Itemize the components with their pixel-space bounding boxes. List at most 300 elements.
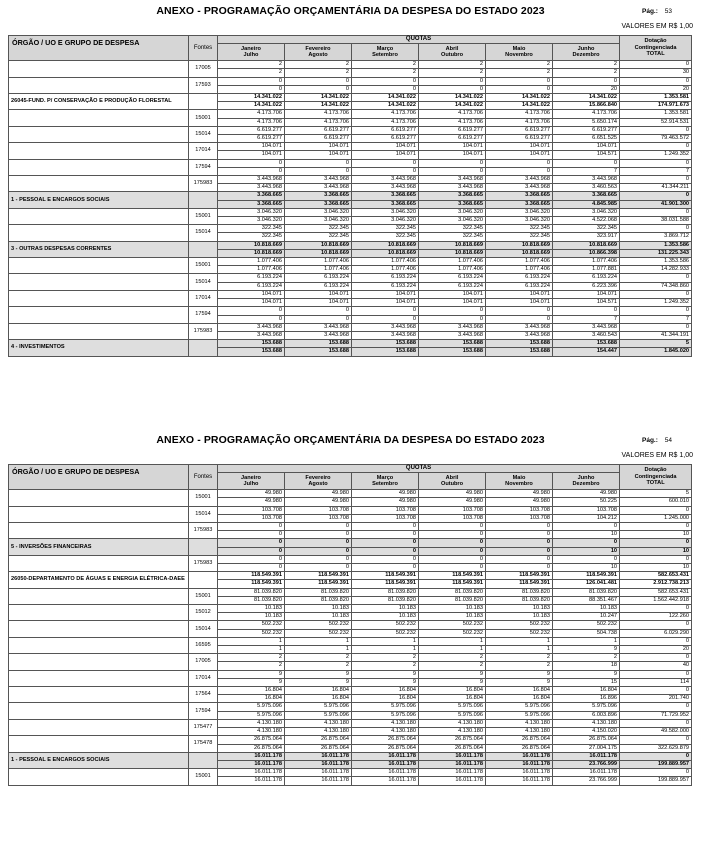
quota-value: 16.011.178 — [486, 760, 553, 768]
header-row — [9, 36, 692, 44]
quota-value: 6.193.224 — [352, 274, 419, 282]
total-value: 30 — [620, 69, 692, 77]
quota-value: 0 — [486, 77, 553, 85]
quota-value: 16.804 — [419, 695, 486, 703]
fonte-cell-empty — [189, 539, 218, 555]
quota-value: 104.071 — [285, 143, 352, 151]
quota-value: 16.011.178 — [352, 752, 419, 760]
quota-value: 2 — [553, 654, 620, 662]
page-53 — [0, 0, 701, 420]
quota-value: 2 — [218, 654, 285, 662]
fonte-code: 175983 — [189, 523, 218, 539]
quota-value: 6.619.277 — [352, 135, 419, 143]
quota-value: 0 — [352, 159, 419, 167]
quota-value: 6.003.896 — [553, 711, 620, 719]
fonte-code: 15001 — [189, 588, 218, 604]
quota-value: 2 — [419, 662, 486, 670]
budget-table — [8, 464, 692, 786]
quota-value: 103.708 — [218, 514, 285, 522]
quota-value: 118.549.391 — [352, 580, 419, 588]
quota-value: 4.130.180 — [352, 719, 419, 727]
fonte-code: 15001 — [189, 110, 218, 126]
quota-value: 1 — [285, 646, 352, 654]
quota-value: 2 — [419, 61, 486, 69]
total-value: 1.249.352 — [620, 299, 692, 307]
quotas-header: QUOTAS — [218, 36, 620, 44]
quota-value: 4.130.180 — [419, 728, 486, 736]
total-value: 122.260 — [620, 613, 692, 621]
fonte-cell-empty — [189, 94, 218, 110]
quota-value: 118.549.391 — [218, 580, 285, 588]
org-cell-empty — [9, 687, 189, 703]
quota-value: 0 — [419, 523, 486, 531]
quota-value: 502.232 — [352, 621, 419, 629]
quota-value: 104.071 — [352, 143, 419, 151]
quota-value: 104.571 — [553, 299, 620, 307]
total-value: 7 — [620, 167, 692, 175]
org-cell-empty — [9, 110, 189, 126]
fonte-code: 17014 — [189, 290, 218, 306]
quota-value: 0 — [218, 85, 285, 93]
quota-value: 502.232 — [553, 621, 620, 629]
quota-value: 14.341.022 — [553, 94, 620, 102]
dotacao-header — [620, 465, 692, 490]
quota-value: 0 — [285, 539, 352, 547]
quota-value: 0 — [218, 523, 285, 531]
quota-value: 14.341.022 — [285, 94, 352, 102]
total-value: 79.463.572 — [620, 135, 692, 143]
quota-value: 6.619.277 — [553, 126, 620, 134]
values-unit: VALORES EM R$ 1,00 — [621, 452, 693, 459]
quota-value: 4.130.180 — [285, 719, 352, 727]
quota-value: 49.980 — [285, 498, 352, 506]
quota-value: 0 — [486, 564, 553, 572]
quota-value: 0 — [553, 523, 620, 531]
quota-value: 0 — [218, 555, 285, 563]
dotacao-header-line: Dotação — [644, 38, 667, 45]
page-54 — [0, 427, 701, 852]
group-row — [9, 241, 692, 249]
fonte-row — [9, 126, 692, 134]
quota-value: 26.875.064 — [218, 736, 285, 744]
quota-value: 9 — [553, 670, 620, 678]
fonte-row — [9, 506, 692, 514]
quota-value: 5.975.096 — [285, 711, 352, 719]
fonte-row — [9, 258, 692, 266]
quota-value: 10.818.669 — [486, 241, 553, 249]
month-second-half: Julho — [243, 481, 259, 488]
quota-value: 1 — [486, 637, 553, 645]
quota-value: 1.077.406 — [352, 266, 419, 274]
quota-value: 0 — [419, 539, 486, 547]
quota-value: 6.223.396 — [553, 282, 620, 290]
quota-value: 81.039.820 — [352, 596, 419, 604]
month-first-half: Maio — [512, 45, 526, 52]
quota-value: 104.071 — [419, 143, 486, 151]
quota-value: 3.443.968 — [218, 176, 285, 184]
quota-value: 322.345 — [285, 233, 352, 241]
quota-value: 4.522.068 — [553, 217, 620, 225]
quota-value: 3.443.968 — [285, 331, 352, 339]
total-value: 131.225.343 — [620, 249, 692, 257]
quota-value: 0 — [352, 555, 419, 563]
quota-value: 81.039.820 — [285, 588, 352, 596]
page-title: ANEXO - PROGRAMAÇÃO ORÇAMENTÁRIA DA DESPESA DO ESTADO 2023 — [156, 5, 545, 17]
quota-value: 103.708 — [486, 506, 553, 514]
quota-value: 15 — [553, 678, 620, 686]
fonte-row — [9, 307, 692, 315]
total-value: 14.282.933 — [620, 266, 692, 274]
fonte-cell-empty — [189, 572, 218, 588]
org-cell-empty — [9, 126, 189, 142]
total-value: 2.912.738.213 — [620, 580, 692, 588]
quota-value: 0 — [218, 159, 285, 167]
contingenciada-value: 0 — [620, 77, 692, 85]
quota-value: 0 — [419, 167, 486, 175]
fonte-code: 175983 — [189, 176, 218, 192]
quota-value: 104.071 — [285, 151, 352, 159]
quota-value: 0 — [352, 307, 419, 315]
quota-value: 0 — [285, 315, 352, 323]
quota-value: 5.975.096 — [553, 703, 620, 711]
quota-value: 14.341.022 — [352, 94, 419, 102]
quota-value: 26.875.064 — [218, 744, 285, 752]
quota-value: 4.130.180 — [218, 719, 285, 727]
quota-value: 3.460.543 — [553, 331, 620, 339]
quota-value: 3.443.968 — [486, 331, 553, 339]
quota-value: 6.619.277 — [218, 135, 285, 143]
quota-value: 16.804 — [486, 687, 553, 695]
total-value: 10 — [620, 564, 692, 572]
group-label: 4 - INVESTIMENTOS — [9, 340, 189, 356]
quota-value: 9 — [486, 678, 553, 686]
month-first-half: Junho — [577, 474, 595, 481]
quota-value: 5.975.096 — [285, 703, 352, 711]
org-cell-empty — [9, 719, 189, 735]
quota-value: 16.804 — [352, 687, 419, 695]
org-cell-empty — [9, 736, 189, 752]
quota-value: 118.549.391 — [419, 580, 486, 588]
quota-value: 1.077.406 — [419, 258, 486, 266]
quota-value: 10.183 — [352, 613, 419, 621]
quota-value: 3.443.968 — [218, 323, 285, 331]
month-header — [218, 473, 285, 490]
quota-value: 49.980 — [486, 490, 553, 498]
org-header: ÓRGÃO / UO E GRUPO DE DESPESA — [9, 465, 189, 490]
total-value: 600.010 — [620, 498, 692, 506]
quota-value: 5.975.096 — [218, 703, 285, 711]
quota-value: 49.980 — [285, 490, 352, 498]
quota-value: 26.875.064 — [352, 736, 419, 744]
month-header — [218, 44, 285, 61]
quota-value: 118.549.391 — [285, 580, 352, 588]
month-first-half: Maio — [512, 474, 526, 481]
quota-value: 14.341.022 — [352, 102, 419, 110]
quota-value: 6.193.224 — [553, 274, 620, 282]
quota-value: 0 — [419, 547, 486, 555]
month-second-half: Outubro — [440, 52, 464, 59]
total-value: 114 — [620, 678, 692, 686]
quota-value: 1.077.406 — [352, 258, 419, 266]
fonte-code: 15001 — [189, 769, 218, 785]
quota-value: 4.173.706 — [352, 118, 419, 126]
quota-value: 10.818.669 — [218, 249, 285, 257]
fonte-code: 16595 — [189, 637, 218, 653]
quota-value: 6.193.224 — [419, 274, 486, 282]
quota-value: 2 — [285, 61, 352, 69]
quota-value: 103.708 — [553, 506, 620, 514]
group-label: 1 - PESSOAL E ENCARGOS SOCIAIS — [9, 192, 189, 208]
quota-value: 3.443.968 — [553, 323, 620, 331]
fonte-cell-empty — [189, 192, 218, 208]
quota-value: 6.193.224 — [285, 282, 352, 290]
contingenciada-value: 0 — [620, 539, 692, 547]
quota-value: 16.896 — [553, 695, 620, 703]
total-value: 10 — [620, 547, 692, 555]
quota-value: 153.688 — [285, 340, 352, 348]
quota-value: 153.688 — [352, 348, 419, 356]
quota-value: 502.232 — [218, 621, 285, 629]
quota-value: 3.443.968 — [486, 176, 553, 184]
quota-value: 4.173.706 — [285, 110, 352, 118]
quota-value: 0 — [352, 523, 419, 531]
quota-value: 4.130.180 — [486, 719, 553, 727]
fonte-code: 17564 — [189, 687, 218, 703]
quota-value: 10.183 — [285, 613, 352, 621]
quota-value: 0 — [486, 167, 553, 175]
quota-value: 5.975.096 — [486, 703, 553, 711]
quota-value: 3.046.320 — [486, 208, 553, 216]
fontes-header: Fontes — [189, 465, 218, 490]
quota-value: 49.980 — [553, 490, 620, 498]
quota-value: 0 — [285, 564, 352, 572]
quota-value: 6.193.224 — [486, 274, 553, 282]
quota-value: 0 — [285, 555, 352, 563]
month-second-half: Dezembro — [572, 481, 600, 488]
quota-value: 16.011.178 — [218, 752, 285, 760]
fonte-row — [9, 654, 692, 662]
quota-value: 5.975.096 — [419, 711, 486, 719]
fonte-code: 17594 — [189, 159, 218, 175]
quota-value: 2 — [553, 69, 620, 77]
total-value: 40 — [620, 662, 692, 670]
quota-value: 16.011.178 — [218, 760, 285, 768]
quota-value: 103.708 — [352, 514, 419, 522]
quota-value: 4.173.706 — [486, 110, 553, 118]
quota-value: 10.183 — [285, 605, 352, 613]
quota-value: 322.345 — [486, 225, 553, 233]
month-first-half: Junho — [577, 45, 595, 52]
quota-value: 3.046.320 — [285, 217, 352, 225]
quota-value: 26.875.064 — [419, 736, 486, 744]
quota-value: 2 — [486, 61, 553, 69]
quota-value: 4.130.180 — [218, 728, 285, 736]
quota-value: 3.046.320 — [285, 208, 352, 216]
quota-value: 26.875.064 — [486, 736, 553, 744]
quota-value: 81.039.820 — [218, 596, 285, 604]
org-cell-empty — [9, 703, 189, 719]
quota-value: 6.619.277 — [419, 126, 486, 134]
fonte-row — [9, 588, 692, 596]
quota-value: 49.980 — [419, 490, 486, 498]
quota-value: 6.619.277 — [285, 135, 352, 143]
quota-value: 2 — [352, 662, 419, 670]
quota-value: 16.011.178 — [218, 777, 285, 785]
quota-value: 0 — [486, 85, 553, 93]
quota-value: 81.039.820 — [486, 596, 553, 604]
contingenciada-value: 0 — [620, 703, 692, 711]
dotacao-header-line: Contingenciada — [634, 473, 677, 480]
quota-value: 322.345 — [218, 233, 285, 241]
quota-value: 322.345 — [218, 225, 285, 233]
quota-value: 10.818.669 — [419, 241, 486, 249]
quota-value: 10.818.669 — [285, 249, 352, 257]
fonte-row — [9, 769, 692, 777]
group-label: 1 - PESSOAL E ENCARGOS SOCIAIS — [9, 752, 189, 768]
org-cell-empty — [9, 490, 189, 506]
quota-value: 16.011.178 — [218, 769, 285, 777]
total-value: 201.740 — [620, 695, 692, 703]
quota-value: 9 — [352, 670, 419, 678]
quota-value: 1 — [285, 637, 352, 645]
quota-value: 0 — [553, 555, 620, 563]
quota-value: 6.193.224 — [285, 274, 352, 282]
month-first-half: Março — [376, 474, 394, 481]
quota-value: 16.804 — [285, 695, 352, 703]
org-cell-empty — [9, 323, 189, 339]
quota-value: 3.443.968 — [285, 184, 352, 192]
contingenciada-value: 5 — [620, 490, 692, 498]
quota-value: 3.443.968 — [419, 176, 486, 184]
quota-value: 104.071 — [486, 290, 553, 298]
contingenciada-value: 0 — [620, 192, 692, 200]
quota-value: 26.875.064 — [352, 744, 419, 752]
quota-value: 104.571 — [553, 151, 620, 159]
org-cell-empty — [9, 506, 189, 522]
quota-value: 0 — [419, 85, 486, 93]
contingenciada-value: 0 — [620, 323, 692, 331]
quota-value: 104.071 — [218, 143, 285, 151]
quota-value: 502.232 — [285, 621, 352, 629]
quota-value: 23.766.999 — [553, 777, 620, 785]
total-value: 199.889.957 — [620, 777, 692, 785]
quota-value: 2 — [218, 69, 285, 77]
quota-value: 9 — [285, 678, 352, 686]
quota-value: 9 — [419, 678, 486, 686]
quota-value: 3.443.968 — [285, 323, 352, 331]
quota-value: 1.077.406 — [419, 266, 486, 274]
quota-value: 5.975.096 — [352, 711, 419, 719]
quota-value: 6.651.525 — [553, 135, 620, 143]
total-value: 1.845.020 — [620, 348, 692, 356]
quota-value: 49.980 — [218, 498, 285, 506]
quota-value: 10.183 — [352, 605, 419, 613]
org-cell-empty — [9, 176, 189, 192]
quota-value: 3.046.320 — [352, 217, 419, 225]
quota-value: 4.173.706 — [419, 110, 486, 118]
quota-value: 4.173.706 — [352, 110, 419, 118]
quota-value: 1.077.406 — [285, 258, 352, 266]
fonte-row — [9, 159, 692, 167]
quota-value: 3.046.320 — [419, 208, 486, 216]
month-header — [486, 44, 553, 61]
quota-value: 2 — [486, 69, 553, 77]
quota-value: 4.130.180 — [553, 719, 620, 727]
quota-value: 10.818.669 — [218, 241, 285, 249]
fonte-code: 17594 — [189, 703, 218, 719]
quota-value: 7 — [553, 315, 620, 323]
quota-value: 16.011.178 — [419, 752, 486, 760]
total-value: 6.029.290 — [620, 629, 692, 637]
quota-value: 10.866.398 — [553, 249, 620, 257]
org-header: ÓRGÃO / UO E GRUPO DE DESPESA — [9, 36, 189, 61]
quota-value: 4.173.706 — [218, 118, 285, 126]
quota-value: 0 — [352, 531, 419, 539]
contingenciada-value: 5 — [620, 340, 692, 348]
contingenciada-value: 582.653.431 — [620, 572, 692, 580]
fonte-row — [9, 605, 692, 613]
fonte-row — [9, 687, 692, 695]
quota-value: 9 — [218, 670, 285, 678]
quota-value: 4.173.706 — [285, 118, 352, 126]
quota-value: 0 — [352, 315, 419, 323]
quota-value: 3.368.665 — [419, 200, 486, 208]
fonte-cell-empty — [189, 241, 218, 257]
quota-value: 4.173.706 — [218, 110, 285, 118]
quota-value: 118.549.391 — [285, 572, 352, 580]
org-cell-empty — [9, 588, 189, 604]
quota-value: 23.766.999 — [553, 760, 620, 768]
total-value: 49.582.000 — [620, 728, 692, 736]
quota-value: 0 — [486, 547, 553, 555]
contingenciada-value: 0 — [620, 637, 692, 645]
group-label: 26045-FUND. P/ CONSERVAÇÃO E PRODUÇÃO FLORESTAL — [9, 94, 189, 110]
quota-value: 16.011.178 — [486, 769, 553, 777]
page-number-value: 54 — [664, 437, 672, 444]
quota-value: 10.818.669 — [553, 241, 620, 249]
total-value: 10 — [620, 531, 692, 539]
org-cell-empty — [9, 769, 189, 785]
org-cell-empty — [9, 258, 189, 274]
contingenciada-value: 0 — [620, 687, 692, 695]
quota-value: 1.077.406 — [285, 266, 352, 274]
quota-value: 126.041.481 — [553, 580, 620, 588]
quota-value: 26.875.064 — [285, 744, 352, 752]
quota-value: 6.619.277 — [352, 126, 419, 134]
fonte-row — [9, 225, 692, 233]
quota-value: 103.708 — [419, 514, 486, 522]
fonte-row — [9, 176, 692, 184]
contingenciada-value: 0 — [620, 719, 692, 727]
quota-value: 0 — [352, 564, 419, 572]
quota-value: 81.039.820 — [419, 596, 486, 604]
quota-value: 5.975.096 — [218, 711, 285, 719]
month-first-half: Abril — [445, 45, 459, 52]
quota-value: 153.688 — [419, 348, 486, 356]
quota-value: 10.818.669 — [419, 249, 486, 257]
quota-value: 103.708 — [218, 506, 285, 514]
quota-value: 49.980 — [419, 498, 486, 506]
contingenciada-value: 0 — [620, 61, 692, 69]
quota-value: 153.688 — [419, 340, 486, 348]
quota-value: 104.071 — [218, 290, 285, 298]
quota-value: 5.975.096 — [352, 703, 419, 711]
quota-value: 10.183 — [553, 605, 620, 613]
contingenciada-value: 0 — [620, 621, 692, 629]
quota-value: 322.345 — [486, 233, 553, 241]
contingenciada-value: 0 — [620, 506, 692, 514]
quota-value: 322.345 — [419, 233, 486, 241]
